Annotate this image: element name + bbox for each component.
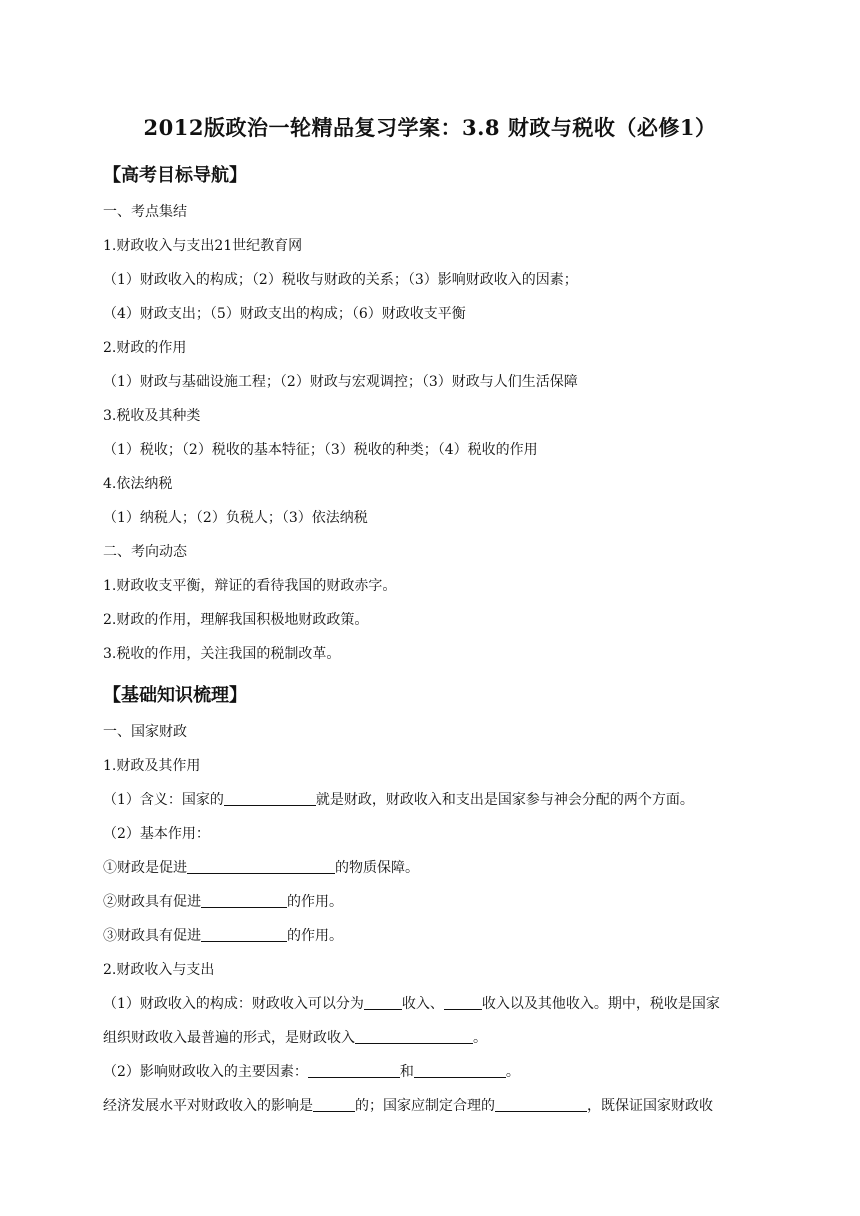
role-1-line <box>103 857 419 877</box>
revenue-text-2: 收入、 <box>401 996 444 1012</box>
definition-text-start: （1）含义：国家的 <box>103 792 224 808</box>
item-1-detail-a: （1）财政收入的构成；（2）税收与财政的关系；（3）影响财政收入的因素； <box>103 272 578 288</box>
fill-blank[interactable] <box>355 1029 473 1044</box>
role-2-text-end: 的作用。 <box>287 894 343 910</box>
economic-level-line <box>103 1095 713 1115</box>
trend-2: 2.财政的作用，理解我国积极地财政政策。 <box>103 612 369 628</box>
definition-text-end: 就是财政，财政收入和支出是国家参与神会分配的两个方面。 <box>315 792 694 808</box>
role-3-text-start: ③财政具有促进 <box>103 928 201 944</box>
item-1: 1.财政收入与支出21世纪教育网 <box>103 238 303 254</box>
item-3-detail: （1）税收；（2）税收的基本特征；（3）税收的种类；（4）税收的作用 <box>103 442 538 458</box>
factors-text-1: （2）影响财政收入的主要因素： <box>103 1064 308 1080</box>
revenue-text-5: 。 <box>473 1030 487 1046</box>
revenue-factors-line <box>103 1061 520 1081</box>
role-2-text-start: ②财政具有促进 <box>103 894 201 910</box>
trend-3: 3.税收的作用，关注我国的税制改革。 <box>103 646 341 662</box>
part-title-trends: 二、考向动态 <box>103 544 187 560</box>
trend-1: 1.财政收支平衡，辩证的看待我国的财政赤字。 <box>103 578 397 594</box>
fill-blank[interactable] <box>308 1063 400 1078</box>
definition-line <box>103 789 694 809</box>
item-4-detail: （1）纳税人；（2）负税人；（3）依法纳税 <box>103 510 368 526</box>
factors-text-3: 。 <box>505 1064 520 1080</box>
fill-blank[interactable] <box>313 1097 355 1112</box>
revenue-composition-line-2 <box>103 1027 487 1047</box>
role-3-line <box>103 925 343 945</box>
section-heading-exam-goals: 【高考目标导航】 <box>103 165 247 186</box>
role-2-line <box>103 891 343 911</box>
fill-blank[interactable] <box>224 791 316 806</box>
fill-blank[interactable] <box>444 995 482 1010</box>
section-heading-basic-knowledge: 【基础知识梳理】 <box>103 685 247 706</box>
revenue-text-4: 组织财政收入最普遍的形式，是财政收入 <box>103 1030 355 1046</box>
fill-blank[interactable] <box>201 927 287 942</box>
fill-blank[interactable] <box>414 1063 506 1078</box>
item-3: 3.税收及其种类 <box>103 408 201 424</box>
economic-text-2: 的；国家应制定合理的 <box>355 1098 495 1114</box>
subsection-revenue-expenditure: 2.财政收入与支出 <box>103 962 215 978</box>
economic-text-3: ，既保证国家财政收 <box>587 1098 713 1114</box>
role-3-text-end: 的作用。 <box>287 928 343 944</box>
revenue-composition-line <box>103 993 720 1013</box>
item-1-detail-b: （4）财政支出；（5）财政支出的构成；（6）财政收支平衡 <box>103 306 466 322</box>
part-title-national-finance: 一、国家财政 <box>103 724 187 740</box>
fill-blank[interactable] <box>495 1097 587 1112</box>
basic-role-label: （2）基本作用： <box>103 826 210 842</box>
document-title: 2012版政治一轮精品复习学案：3.8 财政与税收（必修1） <box>143 115 717 140</box>
fill-blank[interactable] <box>187 859 335 874</box>
item-2: 2.财政的作用 <box>103 340 187 356</box>
role-1-text-start: ①财政是促进 <box>103 860 187 876</box>
fill-blank[interactable] <box>201 893 287 908</box>
role-1-text-end: 的物质保障。 <box>335 860 419 876</box>
economic-text-1: 经济发展水平对财政收入的影响是 <box>103 1098 313 1114</box>
item-4: 4.依法纳税 <box>103 476 173 492</box>
factors-text-2: 和 <box>399 1064 414 1080</box>
item-2-detail: （1）财政与基础设施工程；（2）财政与宏观调控；（3）财政与人们生活保障 <box>103 374 578 390</box>
subsection-finance-role: 1.财政及其作用 <box>103 758 201 774</box>
revenue-text-3: 收入以及其他收入。期中，税收是国家 <box>481 996 720 1012</box>
revenue-text-1: （1）财政收入的构成：财政收入可以分为 <box>103 996 364 1012</box>
part-title-key-points: 一、考点集结 <box>103 204 187 220</box>
fill-blank[interactable] <box>364 995 402 1010</box>
